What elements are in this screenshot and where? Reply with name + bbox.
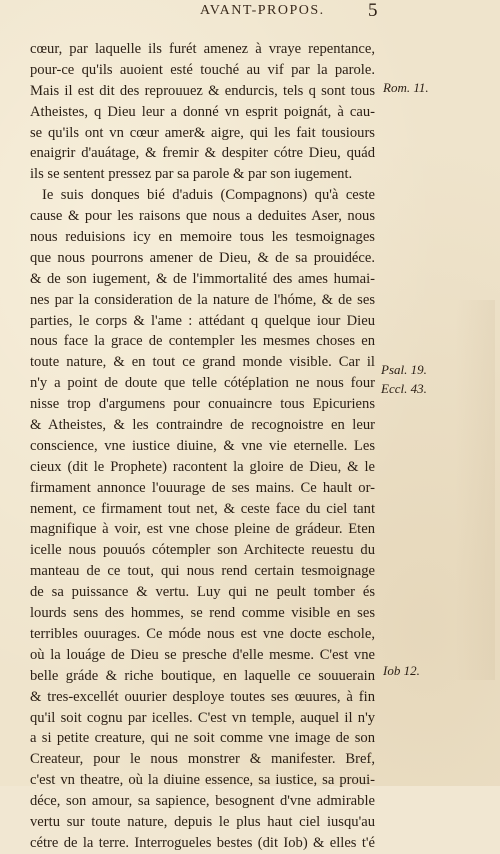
text-line: terribles ouurages. Ce móde nous est vne docte eschole, (30, 625, 375, 642)
text-line: nement, ce firmament tout net, & ceste face du ciel tant (30, 500, 375, 517)
text-line: déce, son amour, sa sapience, besognent d'vne admirable (30, 793, 375, 810)
text-line: & Atheistes, & les contraindre de recognoistre en leur (30, 417, 375, 434)
text-line: enaigrir d'auátage, & fremir & despiter cótre Dieu, quád (30, 145, 375, 162)
text-line: pour-ce qu'ils auoient esté touché au vif par la parole. (30, 61, 375, 78)
text-line: parties, le corps & l'ame : attédant q quelque iour Dieu (30, 312, 375, 329)
paper-stain (455, 300, 495, 680)
text-line: cœur, par laquelle ils furét amenez à vraye repentance, (30, 41, 375, 57)
text-line: Atheistes, q Dieu leur a donné vn esprit poignát, à cau- (30, 103, 375, 120)
text-line: magnifique à voir, est vne chose pleine de grádeur. Eten (30, 521, 375, 538)
page-number: 5 (368, 0, 378, 21)
text-line: n'y a point de doute que telle cótéplation ne nous four (30, 375, 375, 392)
text-line: lourds sens des hommes, se rend comme visible en ses (30, 605, 375, 622)
text-line: firmament annonce l'ouurage de ses mains. Ce hault or- (30, 479, 375, 496)
text-line: belle grádе & riche boutique, en laquelle ce souuerain (30, 667, 375, 684)
text-line: conscience, vne iustice diuine, & vne vie eternelle. Les (30, 437, 375, 454)
text-line: cétre de la terre. Interrogueles bestes (dit Iob) & elles t'é (30, 834, 375, 851)
text-line: cieux (dit le Prophete) racontent la gloire de Dieu, & le (30, 458, 375, 475)
body-text (30, 39, 375, 854)
margin-note-eccl: Eccl. 43. (381, 381, 427, 396)
text-line: nous reduisions icy en memoire tous les tesmoignages (30, 229, 375, 246)
text-line: manteau de ce tout, qui nous rend certain tesmoignage (30, 563, 375, 580)
text-line: icelle nous pouuós cótempler son Architecte reuestu du (30, 542, 375, 559)
text-line: ils se sentent pressez par sa parole & par son iugement. (30, 166, 353, 183)
text-line: qu'il soit cognu par icelles. C'est vn temple, auquel il n'y (30, 709, 375, 726)
text-line: nes par la consideration de la nature de l'hóme, & de ses (30, 291, 375, 308)
text-line: a si petite creature, qui ne soit comme vne image de son (30, 730, 375, 747)
text-line: & tres-excellét ouurier desployе toutes ses œuures, à fin (30, 688, 375, 705)
margin-note-iob: Iob 12. (383, 663, 420, 678)
text-line: nisse trop d'argumens pour conuaincre tous Epicuriens (30, 396, 375, 413)
text-line: c'est vn theatre, où la diuine essence, sa iustice, sa proui- (30, 772, 375, 789)
text-line: Createur, pour le nous monstrer & manifester. Bref, (30, 751, 375, 768)
text-line: où la louáge de Dieu se presche d'elle mesme. C'est vne (30, 646, 375, 663)
text-line: & de son iugement, & de l'immortalité des ames humai- (30, 270, 375, 287)
margin-note-psal: Psal. 19. (381, 362, 427, 377)
text-line: de sa puissance & vertu. Luy qui ne peult tomber és (30, 584, 375, 601)
text-line: vertu sur toute nature, depuis le plus haut ciel iusqu'au (30, 813, 375, 830)
text-line: que nous pourrons amener de Dieu, & de sa prouidéce. (30, 249, 375, 266)
text-line: nous face la grace de contempler les mesmes choses en (30, 333, 375, 350)
text-line: Mais il est dit des reprouuez & endurcis, tels q sont tous (30, 82, 375, 99)
text-line: cause & pour les raisons que nous a deduites Aser, nous (30, 208, 375, 225)
text-line: toute nature, & en tout ce grand monde visible. Car il (30, 354, 375, 371)
paragraph-start-line: Ie suis donques bié d'aduis (Compagnons) qu'à ceste (42, 187, 375, 204)
margin-note-rom: Rom. 11. (383, 80, 429, 95)
running-title: AVANT-PROPOS. (200, 3, 325, 18)
text-line: se qu'ils ont vn cœur amer& aigre, qui les fait tousiours (30, 124, 375, 141)
